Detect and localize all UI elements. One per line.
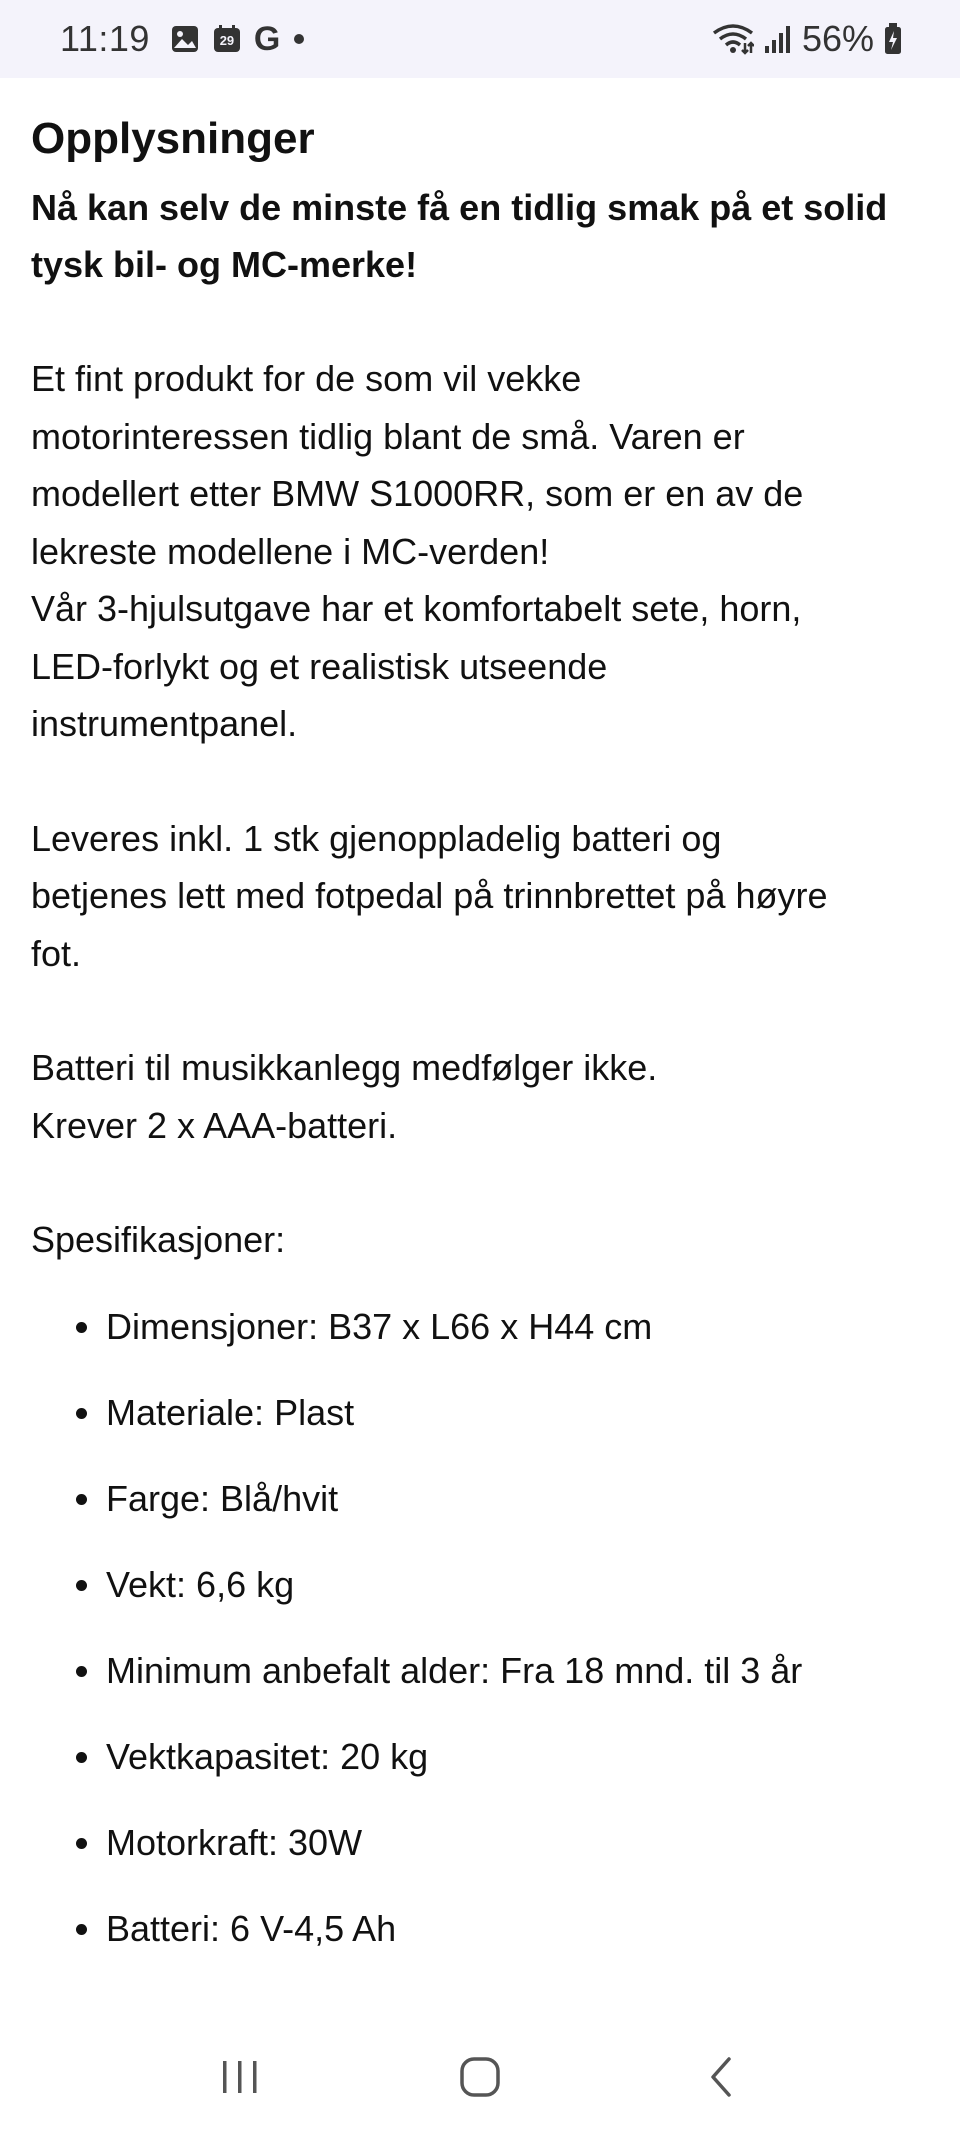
navigation-bar: [0, 2020, 960, 2133]
paragraph-line: Krever 2 x AAA-batteri.: [31, 1104, 398, 1146]
signal-icon: [764, 24, 792, 54]
calendar-day: 29: [219, 33, 235, 48]
spec-item: Farge: Blå/hvit: [31, 1470, 931, 1556]
paragraph-line: Leveres inkl. 1 stk gjenoppladelig batteri og: [31, 817, 722, 859]
status-time: 11:19: [60, 18, 150, 59]
gallery-icon: [170, 24, 200, 54]
spec-item: Vektkapasitet: 20 kg: [31, 1728, 931, 1814]
lead-line: Nå kan selv de minste få en tidlig smak på et solid: [31, 187, 888, 229]
back-icon: [705, 2055, 735, 2099]
paragraph-line: modellert etter BMW S1000RR, som er en av de: [31, 473, 804, 515]
recents-button[interactable]: [195, 2032, 285, 2122]
back-button[interactable]: [675, 2032, 765, 2122]
section-title: Opplysninger: [31, 114, 315, 163]
description-paragraph-1: [31, 350, 931, 753]
lead-line: tysk bil- og MC-merke!: [31, 244, 418, 286]
description-paragraph-3: [31, 1039, 931, 1154]
paragraph-line: Vår 3-hjulsutgave har et komfortabelt sete, horn,: [31, 588, 802, 630]
product-details: [31, 78, 931, 1986]
spec-item: Minimum anbefalt alder: Fra 18 mnd. til 3 år: [31, 1642, 931, 1728]
calendar-icon: [212, 24, 242, 54]
lead-text: [31, 179, 931, 293]
paragraph-line: fot.: [31, 932, 82, 974]
wifi-icon: [712, 23, 754, 55]
status-left: [60, 18, 306, 60]
specs-label: Spesifikasjoner:: [31, 1219, 286, 1261]
paragraph-line: lekreste modellene i MC-verden!: [31, 530, 550, 572]
spec-list: [31, 1298, 931, 1986]
spec-item: Batteri: 6 V-4,5 Ah: [31, 1900, 931, 1986]
paragraph-line: betjenes lett med fotpedal på trinnbrettet på høyre: [31, 875, 828, 917]
spec-item: Materiale: Plast: [31, 1384, 931, 1470]
status-bar: [0, 0, 960, 78]
status-right: [712, 18, 902, 60]
spec-item: Vekt: 6,6 kg: [31, 1556, 931, 1642]
spec-item: Dimensjoner: B37 x L66 x H44 cm: [31, 1298, 931, 1384]
home-icon: [458, 2055, 502, 2099]
google-icon: G: [253, 19, 281, 58]
spec-item: Motorkraft: 30W: [31, 1814, 931, 1900]
paragraph-line: instrumentpanel.: [31, 703, 298, 745]
recents-icon: [218, 2057, 262, 2097]
paragraph-line: Et fint produkt for de som vil vekke: [31, 358, 582, 400]
paragraph-line: LED-forlykt og et realistisk utseende: [31, 645, 608, 687]
home-button[interactable]: [435, 2032, 525, 2122]
paragraph-line: motorinteressen tidlig blant de små. Varen er: [31, 415, 745, 457]
dot-icon: [292, 32, 306, 46]
battery-icon: [884, 23, 902, 55]
battery-percent: 56%: [801, 18, 874, 59]
paragraph-line: Batteri til musikkanlegg medfølger ikke.: [31, 1047, 658, 1089]
description-paragraph-2: [31, 810, 931, 983]
